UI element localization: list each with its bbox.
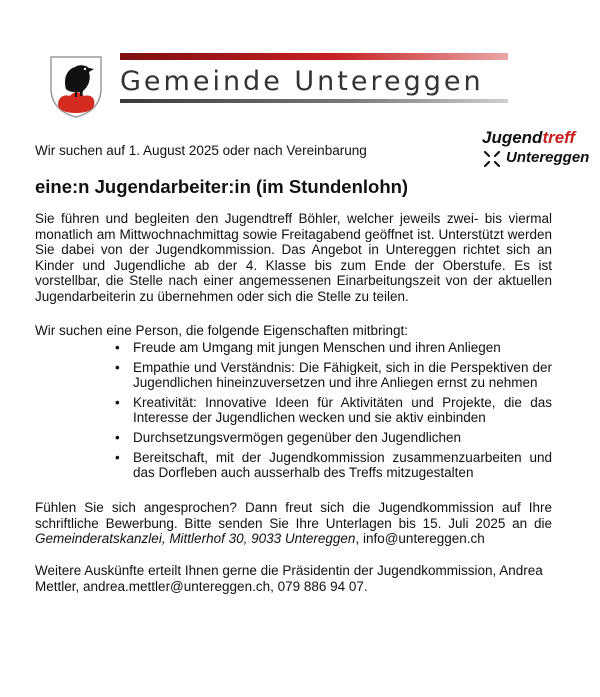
jugendtreff-logo-line1: Jugendtreff (482, 128, 576, 147)
application-paragraph (35, 500, 552, 547)
job-title: eine:n Jugendarbeiter:in (im Stundenlohn) (35, 176, 409, 197)
application-separator: , (355, 531, 363, 547)
star-burst-icon (482, 149, 502, 169)
requirement-item: • Freude am Umgang mit jungen Menschen und ihren Anliegen (115, 340, 552, 356)
header-gray-band (120, 99, 508, 103)
requirements-list (115, 340, 552, 485)
job-description: Sie führen und begleiten den Jugendtreff Böhler, welcher jeweils zwei- bis viermal monatlich am Mittwochnachmittag sowie Freitagabend geöffnet ist. Unterstützt werden Sie dabei von der Jugendkommission. Das Angebot in Untereggen richtet sich an Kinder und Jugendliche ab der 4. Klasse bis zum Ende der Oberstufe. Es ist vorstellbar, die Stelle nach einer angemessenen Einarbeitungszeit von der aktuellen Jugendarbeiterin zu übernehmen oder sich die Stelle zu teilen. (35, 211, 552, 304)
requirement-item: • Kreativität: Innovative Ideen für Aktivitäten und Projekte, die das Interesse der Jugendlichen wecken und sie aktiv einbinden (115, 395, 552, 426)
requirements-intro: Wir suchen eine Person, die folgende Eigenschaften mitbringt: (35, 323, 408, 338)
raven-crest-icon (49, 55, 103, 119)
application-text: Fühlen Sie sich angesprochen? Dann freut sich die Jugendkommission auf Ihre schriftliche Bewerbung. Bitte senden Sie Ihre Unterlagen bis 15. Juli 2025 an die (35, 500, 552, 531)
municipality-name: Gemeinde Untereggen (120, 66, 484, 97)
requirement-item: • Bereitschaft, mit der Jugendkommission zusammenzuarbeiten und das Dorfleben auch ausserhalb des Treffs mitzugestalten (115, 450, 552, 481)
letterhead (0, 0, 600, 130)
requirement-item: • Durchsetzungsvermögen gegenüber den Jugendlichen (115, 430, 552, 446)
contact-paragraph: Weitere Auskünfte erteilt Ihnen gerne die Präsidentin der Jugendkommission, Andrea Mettler, andrea.mettler@untereggen.ch, 079 886 94 07. (35, 563, 543, 594)
application-address: Gemeinderatskanzlei, Mittlerhof 30, 9033 Untereggen (35, 531, 356, 547)
requirement-item: • Empathie und Verständnis: Die Fähigkeit, sich in die Perspektiven der Jugendlichen hineinzuversetzen und ihre Anliegen ernst zu nehmen (115, 360, 552, 391)
jugendtreff-logo (480, 128, 590, 174)
header-red-band (120, 53, 508, 60)
jugendtreff-logo-line2: Untereggen (506, 149, 590, 166)
intro-line: Wir suchen auf 1. August 2025 oder nach Vereinbarung (35, 143, 367, 158)
application-email-link[interactable]: info@untereggen.ch (362, 531, 485, 547)
